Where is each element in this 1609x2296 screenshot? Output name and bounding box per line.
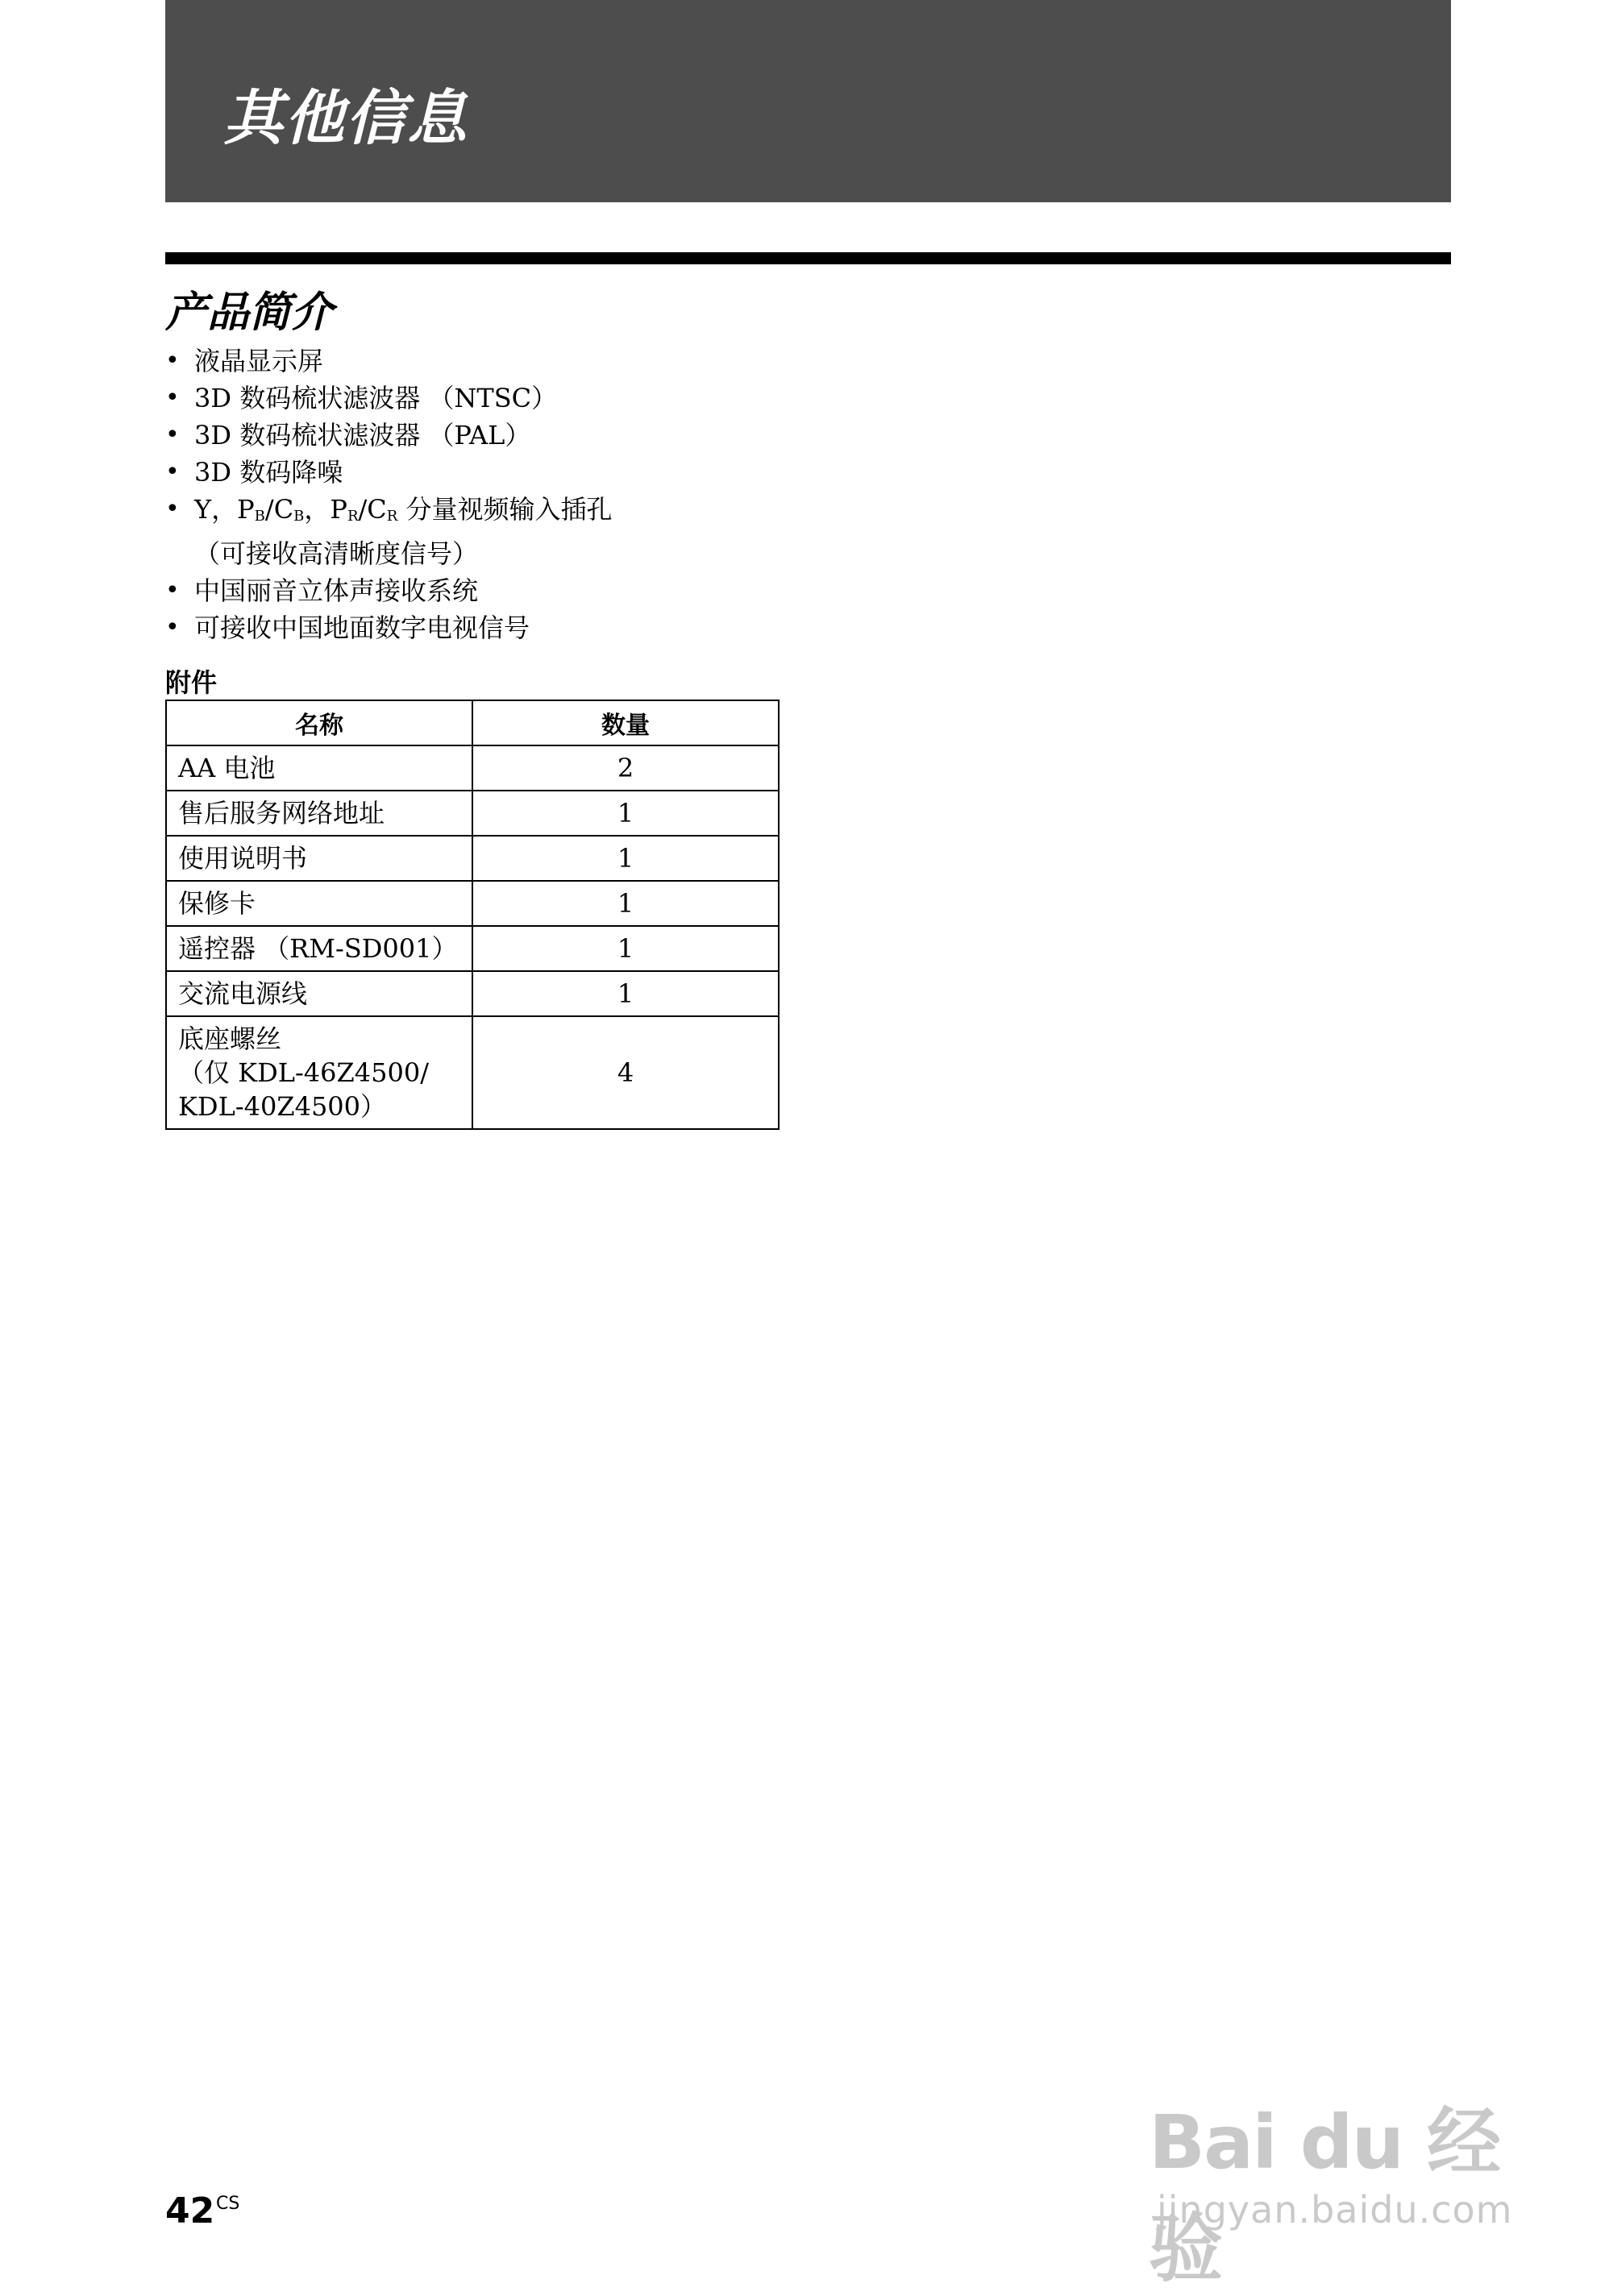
item-name-line: KDL-40Z4500）	[178, 1091, 387, 1122]
item-name: AA 电池	[166, 745, 472, 791]
table-row	[166, 791, 779, 836]
item-name: 交流电源线	[166, 971, 472, 1016]
item-qty: 4	[472, 1016, 779, 1129]
item-qty: 1	[472, 881, 779, 926]
feature-text: 可接收中国地面数字电视信号	[194, 612, 530, 643]
item-name-line: （仅 KDL-46Z4500/	[178, 1057, 429, 1088]
item-name: 保修卡	[166, 881, 472, 926]
feature-continuation: （可接收高清晰度信号）	[194, 538, 479, 569]
column-header-name: 名称	[166, 700, 472, 745]
item-qty: 1	[472, 926, 779, 971]
feature-text: 3D 数码梳状滤波器 （PAL）	[194, 420, 531, 450]
table-header-row	[166, 700, 779, 745]
page-suffix: CS	[216, 2194, 240, 2214]
item-qty: 1	[472, 791, 779, 836]
page-number: 42	[165, 2190, 215, 2232]
feature-item	[165, 454, 613, 491]
table-row	[166, 1016, 779, 1129]
item-qty: 2	[472, 745, 779, 791]
section-title: 产品简介	[165, 289, 334, 337]
item-name: 遥控器 （RM-SD001）	[166, 926, 472, 971]
feature-item	[165, 380, 613, 417]
feature-text: 3D 数码梳状滤波器 （NTSC）	[194, 383, 558, 413]
feature-item	[165, 572, 613, 609]
feature-text: 中国丽音立体声接收系统	[194, 575, 479, 606]
column-header-qty: 数量	[472, 700, 779, 745]
table-row	[166, 745, 779, 791]
feature-text: 3D 数码降噪	[194, 457, 343, 488]
feature-item	[165, 417, 613, 454]
item-qty: 1	[472, 836, 779, 881]
chapter-banner	[165, 0, 1451, 202]
item-qty: 1	[472, 971, 779, 1016]
accessories-heading: 附件	[165, 667, 218, 698]
baidu-watermark	[1149, 2051, 1520, 2292]
chapter-title: 其他信息	[223, 84, 468, 153]
feature-list	[165, 343, 613, 646]
item-name: 使用说明书	[166, 836, 472, 881]
feature-item	[165, 609, 613, 646]
table-row	[166, 881, 779, 926]
item-name-line: 底座螺丝	[178, 1023, 282, 1054]
accessories-table	[165, 700, 780, 1130]
feature-item	[165, 491, 613, 572]
feature-item	[165, 343, 613, 380]
item-name: 售后服务网络地址	[166, 791, 472, 836]
table-row	[166, 836, 779, 881]
feature-text: 液晶显示屏	[194, 346, 324, 376]
section-rule	[165, 252, 1451, 264]
watermark-logo: Bai du 经验	[1149, 2099, 1500, 2292]
feature-text: Y，PB/CB，PR/CR 分量视频输入插孔	[194, 494, 613, 525]
table-row	[166, 971, 779, 1016]
item-name	[166, 1016, 472, 1129]
table-row	[166, 926, 779, 971]
watermark-url: jingyan.baidu.com	[1157, 2188, 1513, 2232]
